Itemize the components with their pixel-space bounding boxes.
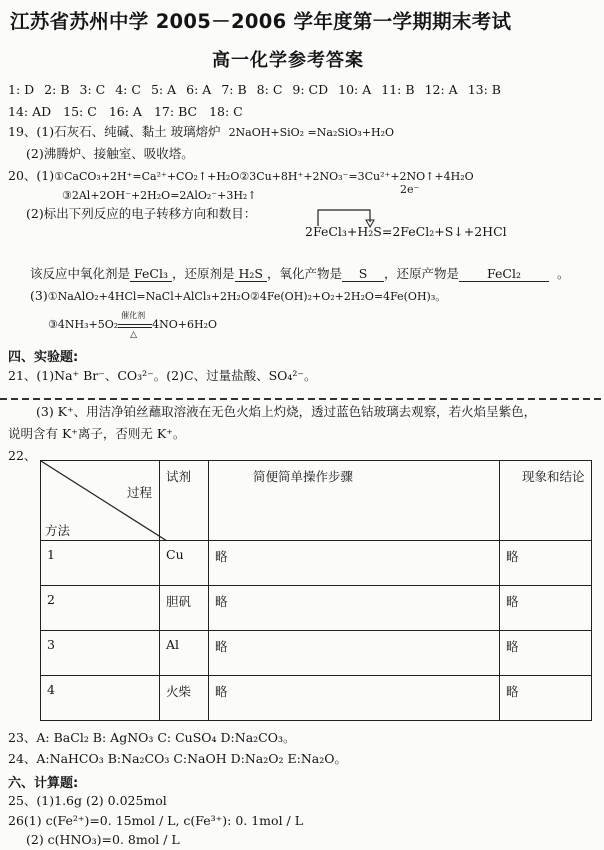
mc-question-number: 4:: [115, 82, 128, 97]
q19-p2-text: 沸腾炉、接触室、吸收塔。: [43, 146, 194, 161]
q20-part3: [30, 288, 446, 303]
mc-answer-letter: C: [127, 82, 141, 97]
mc-answer-letter: D: [20, 82, 35, 97]
mc-answer-item: [80, 82, 106, 97]
mc-question-number: 11:: [381, 82, 402, 97]
mc-question-number: 1:: [8, 82, 21, 97]
q26-part1: 26(1) c(Fe²⁺)=0. 15mol / L, c(Fe³⁺): 0. 1mol / L: [8, 813, 304, 828]
q20-p3-equations: ①NaAlO₂+4HCl=NaCl+AlCl₃+2H₂O②4Fe(OH)₂+O₂+2H₂O=4Fe(OH)₃。: [47, 290, 447, 303]
eq3-right: 4NO+6H₂O: [152, 318, 218, 331]
mc-question-number: 6:: [186, 82, 199, 97]
oxidant-answer: FeCl₃: [130, 267, 172, 282]
mc-question-number: 7:: [221, 82, 234, 97]
mc-question-number: 5:: [150, 82, 164, 97]
mc-question-number: 10:: [338, 82, 359, 97]
method-cell: 3: [41, 631, 160, 676]
result-cell: 略: [500, 631, 592, 676]
q20-part2: [26, 206, 256, 221]
q21-p1-num: (1): [36, 368, 55, 383]
mc-question-number: 16:: [108, 104, 129, 119]
redox-sentence: [30, 266, 569, 282]
mc-question-number: 14:: [8, 104, 29, 119]
q22-label: 22、: [8, 448, 37, 463]
q25-answer: 25、(1)1.6g (2) 0.025mol: [8, 793, 167, 808]
mc-answer-item: [8, 104, 51, 119]
q21-part1-2: [8, 368, 317, 383]
mc-answer-item: [63, 104, 97, 119]
q20-p3-eq3: [48, 310, 218, 340]
reagent-cell: 胆矾: [160, 586, 209, 631]
mc-question-number: 17:: [153, 104, 175, 119]
mc-answer-letter: C: [229, 104, 243, 119]
result-cell: 略: [500, 586, 592, 631]
section-6-heading: 六、计算题:: [8, 776, 79, 791]
catalyst-arrow: [118, 310, 152, 340]
q20-equations-1-2: ①CaCO₃+2H⁺=Ca²⁺+CO₂↑+H₂O②3Cu+8H⁺+2NO₃⁻=3Cu²⁺+2NO↑+4H₂O: [54, 170, 474, 183]
q21-label: 21、: [8, 368, 37, 383]
method-cell: 2: [41, 586, 160, 631]
sentence-redproduct-label: ，还原产物是: [384, 266, 460, 281]
mc-answer-item: [186, 82, 211, 97]
q23-answer: 23、A: BaCl₂ B: AgNO₃ C: CuSO₄ D:Na₂CO₃。: [8, 730, 296, 745]
mc-answers-line-1: [8, 82, 600, 97]
mc-answer-item: [154, 104, 197, 119]
mc-answer-letter: C: [83, 104, 97, 119]
sentence-oxidant-label: 该反应中氧化剂是: [30, 266, 131, 281]
mc-question-number: 8:: [256, 82, 269, 97]
q26-part2: (2) c(HNO₃)=0. 8mol / L: [26, 832, 180, 847]
heat-symbol: △: [130, 329, 138, 340]
mc-answer-letter: A: [444, 82, 458, 97]
mc-answer-item: [44, 82, 69, 97]
section-4-heading: 四、实验题:: [8, 350, 79, 365]
method-cell: 4: [41, 676, 160, 721]
method-cell: 1: [41, 541, 160, 586]
q19-p1-equation: 2NaOH+SiO₂ =Na₂SiO₃+H₂O: [228, 126, 395, 139]
q21-part3-line1: (3) K⁺、用洁净铂丝蘸取溶液在无色火焰上灼烧，透过蓝色钴玻璃去观察，若火焰呈紫色，: [36, 404, 537, 419]
mc-answer-item: [292, 82, 328, 97]
mc-answer-item: [151, 82, 176, 97]
mc-answer-letter: C: [268, 82, 283, 97]
cut-line: [0, 398, 604, 400]
mc-answer-letter: CD: [304, 82, 329, 97]
q20-p2-text: 标出下列反应的电子转移方向和数目：: [43, 206, 257, 221]
q20-p1-num: (1): [36, 168, 55, 183]
mc-answer-item: [209, 104, 243, 119]
mc-answer-letter: AD: [28, 104, 52, 119]
electron-count: 2e⁻: [400, 183, 420, 196]
mc-answer-letter: B: [233, 82, 247, 97]
corner-bottom-label: 方法: [45, 523, 71, 538]
q19-label: 19、: [8, 124, 37, 139]
mc-question-number: 2:: [44, 82, 57, 97]
mc-answer-item: [221, 82, 246, 97]
header-steps: 简便简单操作步骤: [209, 461, 500, 541]
table-row: [41, 586, 592, 631]
steps-cell: 略: [209, 541, 500, 586]
reagent-cell: Cu: [160, 541, 209, 586]
mc-answer-letter: B: [401, 82, 415, 97]
steps-cell: 略: [209, 676, 500, 721]
q19-part1: [8, 124, 394, 139]
red-product-answer: FeCl₂: [459, 267, 549, 282]
mc-question-number: 18:: [209, 104, 230, 119]
q24-answer: 24、A:NaHCO₃ B:Na₂CO₃ C:NaOH D:Na₂O₂ E:Na₂O。: [8, 751, 347, 766]
mc-answers-line-2: [8, 104, 255, 119]
table-row: [41, 676, 592, 721]
q20-equation-3: ③2Al+2OH⁻+2H₂O=2AlO₂⁻+3H₂↑: [62, 189, 257, 202]
mc-answer-item: [109, 104, 142, 119]
mc-answer-item: [8, 82, 34, 97]
table-header-row: [41, 461, 592, 541]
steps-cell: 略: [209, 586, 500, 631]
reagent-cell: 火柴: [160, 676, 209, 721]
mc-question-number: 12:: [424, 82, 445, 97]
sentence-reductant-label: ，还原剂是: [171, 266, 235, 281]
mc-answer-letter: B: [56, 82, 70, 97]
header-result: 现象和结论: [500, 461, 592, 541]
eq3-left: ③4NH₃+5O₂: [48, 318, 119, 331]
mc-answer-letter: A: [358, 82, 372, 97]
mc-answer-letter: B: [487, 82, 501, 97]
q20-part1: [8, 168, 474, 183]
mc-answer-letter: A: [198, 82, 212, 97]
reductant-answer: H₂S: [235, 267, 267, 282]
corner-top-label: 过程: [127, 485, 153, 500]
result-cell: 略: [500, 676, 592, 721]
mc-answer-letter: A: [128, 104, 142, 119]
mc-question-number: 3:: [79, 82, 92, 97]
mc-question-number: 13:: [467, 82, 488, 97]
catalyst-label: 催化剂: [121, 310, 146, 320]
sentence-oxproduct-label: ，氧化产物是: [266, 266, 342, 281]
q19-p1-text: 石灰石、纯碱、黏土 玻璃熔炉: [54, 124, 221, 139]
q21-p2-num: (2): [166, 368, 184, 383]
ox-product-answer: S: [342, 267, 384, 282]
mc-answer-item: [338, 82, 371, 97]
mc-answer-item: [257, 82, 283, 97]
table-row: [41, 631, 592, 676]
mc-answer-letter: C: [91, 82, 106, 97]
redox-equation: 2FeCl₃+H₂S=2FeCl₂+S↓+2HCl: [305, 224, 507, 239]
corner-cell: [41, 461, 160, 541]
sentence-end: 。: [556, 266, 570, 281]
reagent-cell: Al: [160, 631, 209, 676]
q19-p1-num: (1): [36, 124, 55, 139]
page-title: 江苏省苏州中学 2005－2006 学年度第一学期期末考试: [10, 10, 512, 33]
page-subtitle: 高一化学参考答案: [212, 50, 364, 71]
mc-answer-letter: BC: [174, 104, 198, 119]
header-reagent: 试剂: [160, 461, 209, 541]
mc-answer-item: [468, 82, 501, 97]
q19-p2-num: (2): [26, 146, 44, 161]
q20-p3-num: (3): [30, 288, 48, 303]
q19-part2: [26, 146, 194, 161]
q21-p1-text: Na⁺ Br⁻、CO₃²⁻。: [54, 368, 167, 383]
mc-answer-item: [425, 82, 458, 97]
mc-answer-item: [381, 82, 414, 97]
q20-label: 20、: [8, 168, 37, 183]
table-row: [41, 541, 592, 586]
result-cell: 略: [500, 541, 592, 586]
mc-question-number: 15:: [63, 104, 84, 119]
mc-answer-letter: A: [163, 82, 177, 97]
q20-p2-num: (2): [26, 206, 44, 221]
steps-cell: 略: [209, 631, 500, 676]
q21-p2-text: C、过量盐酸、SO₄²⁻。: [184, 368, 317, 383]
q22-table: [40, 460, 592, 721]
mc-answer-item: [115, 82, 141, 97]
q21-part3-line2: 说明含有 K⁺离子，否则无 K⁺。: [8, 426, 186, 441]
mc-question-number: 9:: [292, 82, 305, 97]
